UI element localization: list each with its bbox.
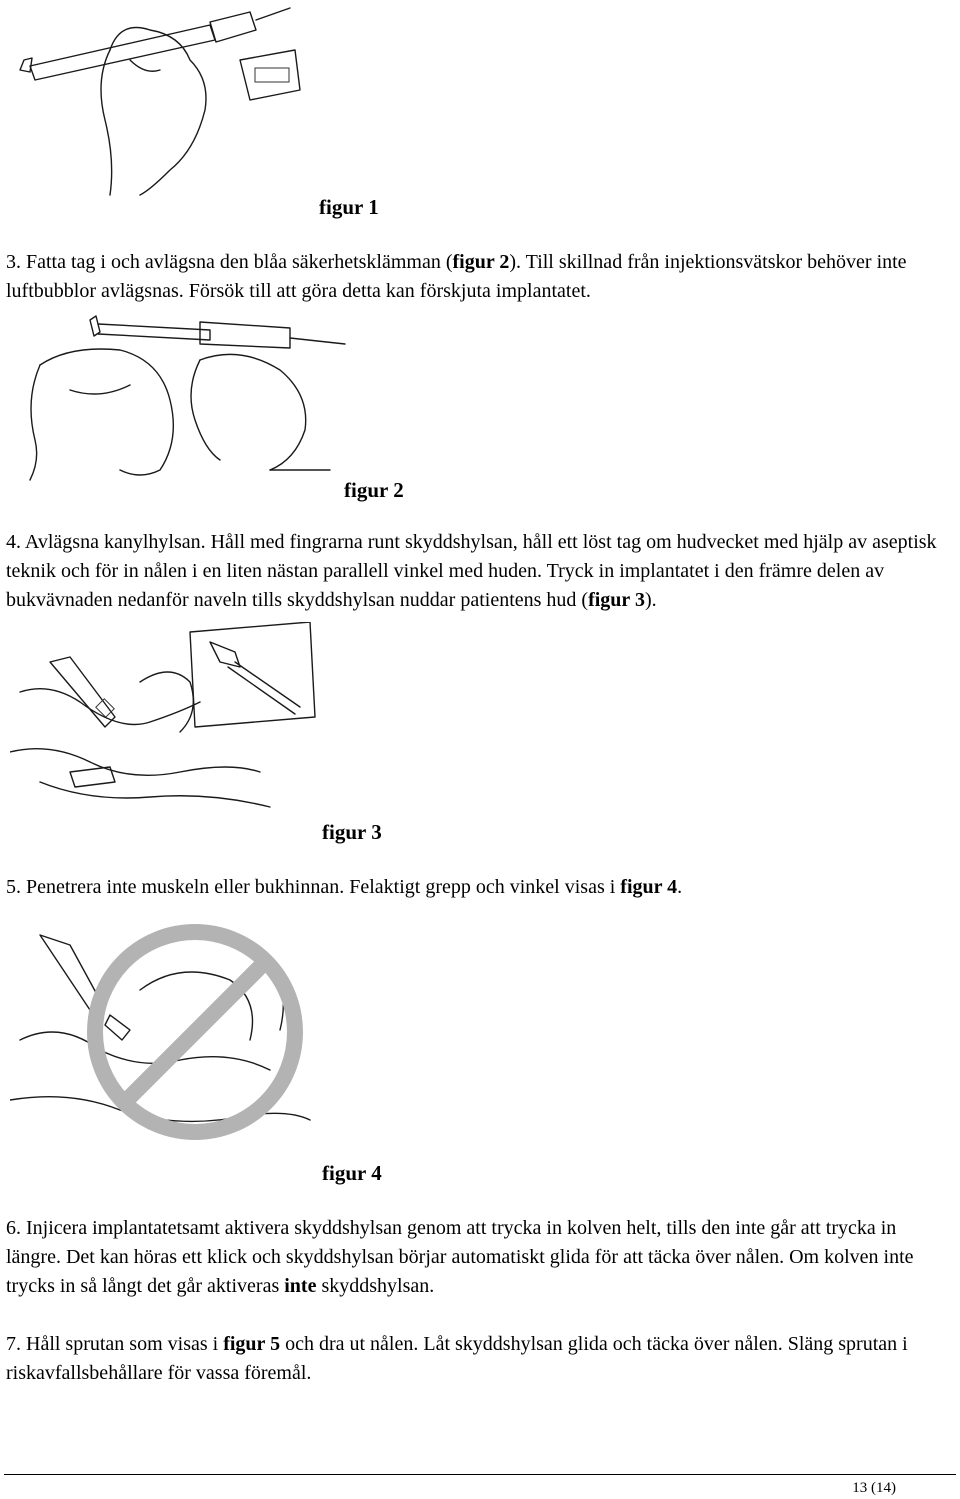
step-5-text-a: 5. Penetrera inte muskeln eller bukhinnan. Felaktigt grepp och vinkel visas i [6, 876, 621, 898]
figure-4-illustration [10, 920, 330, 1160]
figure-4-caption: figur 4 [322, 1161, 382, 1185]
step-6-text-a: 6. Injicera implantatetsamt aktivera skyddshylsan genom att trycka in kolven helt, tills den inte går att trycka in längre. Det kan höras ett klick och skyddshylsan börjar automatiskt glida för att täcka över nålen. Om kolven inte trycks in så långt det går aktiveras [6, 1217, 914, 1297]
figure-3-caption: figur 3 [322, 820, 382, 844]
step-6-paragraph [6, 1214, 954, 1301]
step-7-text-a: 7. Håll sprutan som visas i [6, 1333, 224, 1355]
step-3-text-a: 3. Fatta tag i och avlägsna den blåa säkerhetsklämman ( [6, 251, 453, 273]
step-3-figure-ref: figur 2 [452, 251, 510, 273]
step-3-paragraph [6, 248, 954, 306]
figure-2-illustration [10, 310, 350, 485]
step-7-figure-ref: figur 5 [223, 1333, 281, 1355]
step-6-text-c: skyddshylsan. [316, 1275, 435, 1297]
step-6-emphasis: inte [284, 1275, 317, 1297]
footer-divider [4, 1474, 956, 1475]
step-7-paragraph [6, 1330, 954, 1388]
page-number: 13 (14) [852, 1480, 896, 1496]
step-4-text-a: 4. Avlägsna kanylhylsan. Håll med fingrarna runt skyddshylsan, håll ett löst tag om hudvecket med hjälp av aseptisk teknik och för in nålen i en liten nästan parallell vinkel med huden. Tryck in implantatet i den främre delen av bukvävnaden nedanför naveln tills skyddshylsan nuddar patientens hud ( [6, 531, 937, 611]
step-5-figure-ref: figur 4 [620, 876, 678, 898]
step-3-text-c: ). Till skillnad från injektionsvätskor behöver inte luftbubblor avlägsnas. Försök till att göra detta kan förskjuta implantatet. [6, 251, 907, 302]
step-4-figure-ref: figur 3 [588, 589, 645, 611]
step-4-text-c: ). [644, 589, 657, 611]
figure-3-illustration [10, 622, 320, 822]
step-5-text-c: . [677, 876, 683, 898]
figure-1-caption: figur 1 [319, 195, 379, 219]
figure-1-illustration [10, 0, 310, 200]
step-5-paragraph [6, 873, 954, 902]
step-7-text-c: och dra ut nålen. Låt skyddshylsan glida och täcka över nålen. Släng sprutan i riskavfallsbehållare för vassa föremål. [6, 1333, 908, 1384]
figure-2-caption: figur 2 [344, 478, 404, 502]
step-4-paragraph [6, 528, 954, 615]
